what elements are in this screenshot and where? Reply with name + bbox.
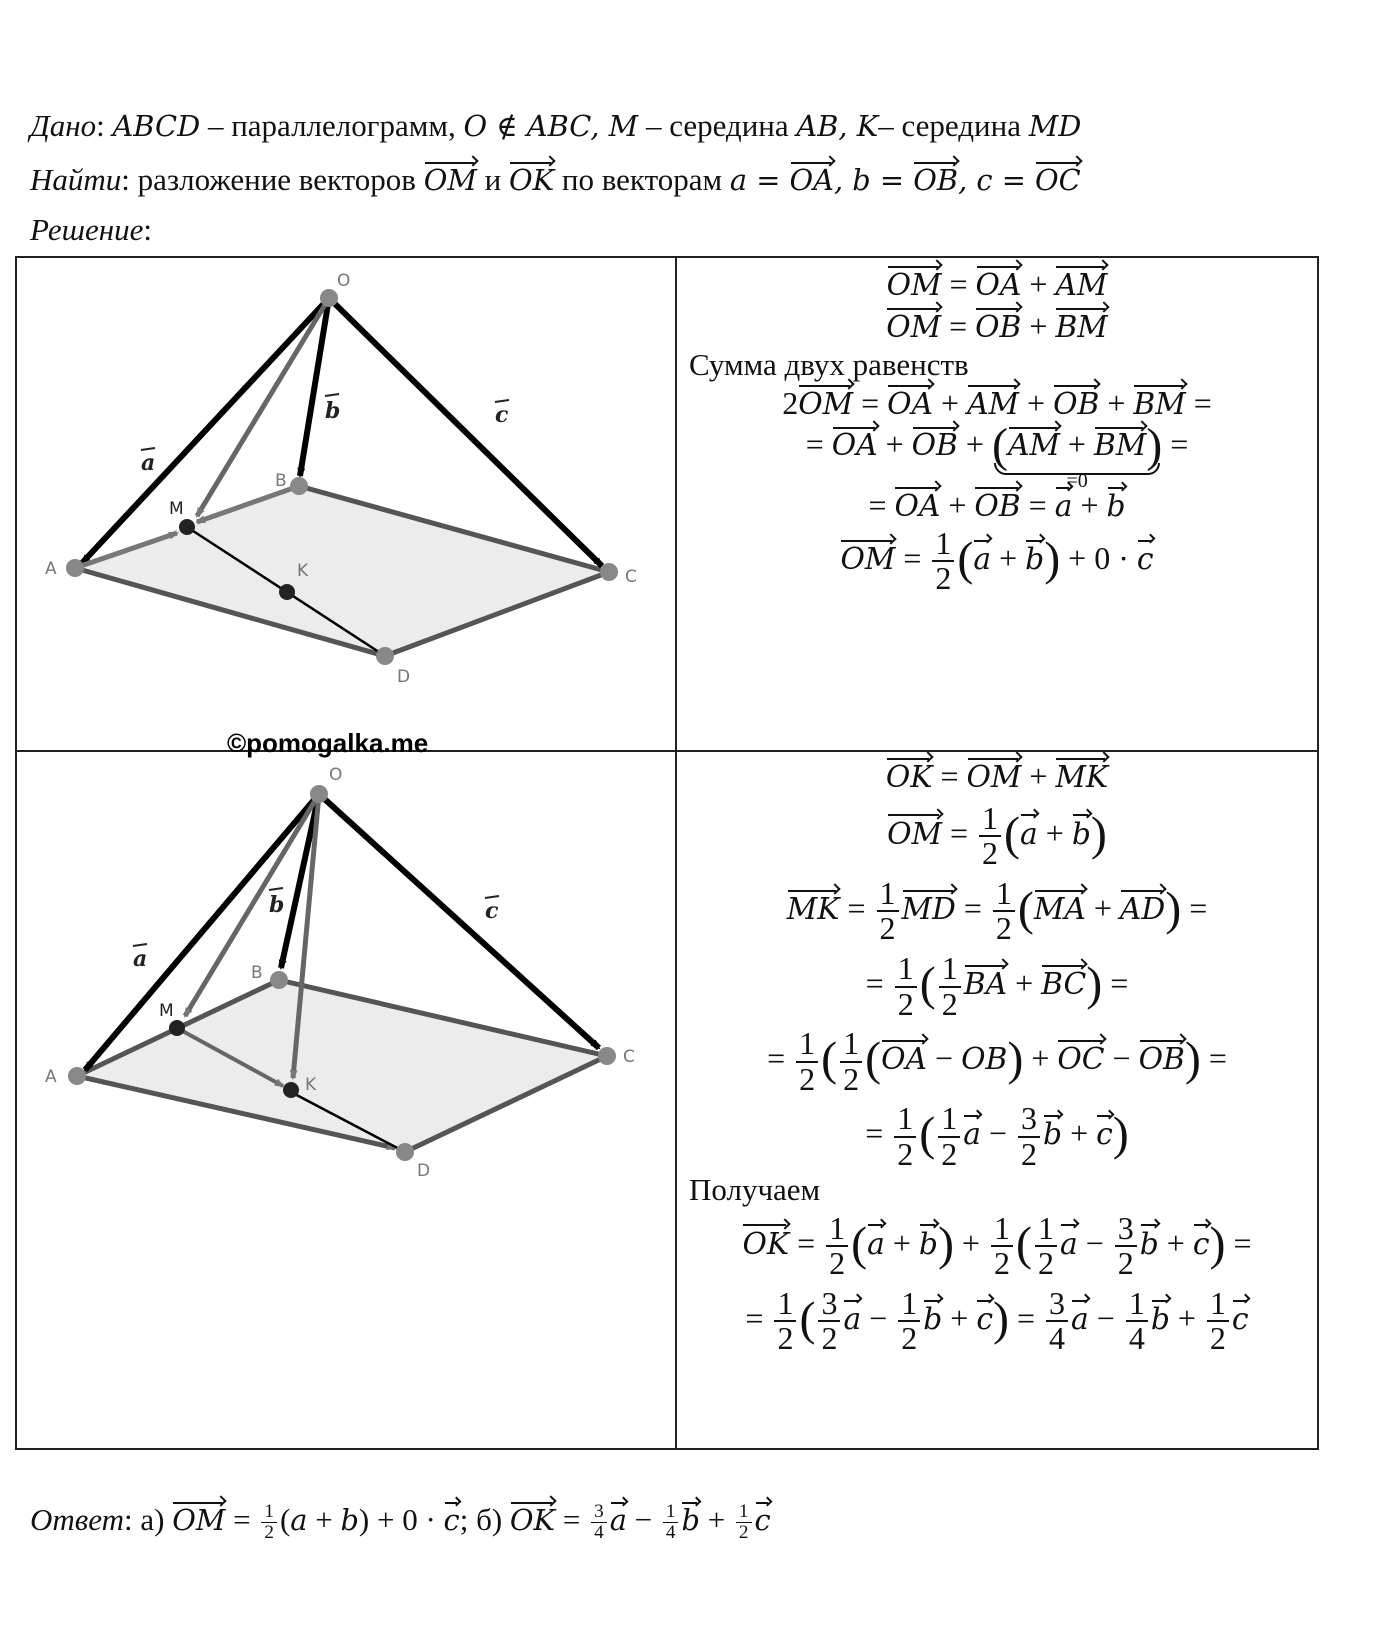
answer-line: Ответ: а) OM = $\frac{1}{2}$ (a + b) + 0 · c; б) OK = $\frac{3}{4}$ a − $\frac{1}{4}$ b + $\frac{1}{2}$ c <box>30 1501 771 1544</box>
label-a: A <box>45 559 57 579</box>
point-b <box>290 477 308 495</box>
eq-mk: MK = $\frac{1}{2}$ MD = $\frac{1}{2}$ (MA + AD) = <box>786 874 1208 947</box>
solution-table <box>15 256 1319 1450</box>
find-vector-om: OM <box>423 163 477 197</box>
label-o: O <box>329 765 343 785</box>
label-vector-a: a <box>133 946 148 972</box>
label-vector-c: c <box>495 402 509 428</box>
label-d: D <box>397 667 411 687</box>
label-k: K <box>297 561 309 581</box>
label-b: B <box>275 471 287 491</box>
parallelogram-name: ABCD <box>112 109 201 143</box>
find-vector-oc: OC <box>1035 163 1081 197</box>
given-condition: O ∉ ABC, M <box>463 109 639 143</box>
find-line <box>30 162 1081 198</box>
given-text-2: – середина <box>638 108 797 143</box>
find-eq-a: a = <box>729 163 790 197</box>
point-m <box>169 1020 185 1036</box>
pyramid-figure-2 <box>17 752 675 1192</box>
point-a <box>68 1067 86 1085</box>
eq-om-ob-bm: OM = OB + BM <box>677 306 1317 348</box>
eq-ok-sum: OK = $\frac{1}{2}$ (a + b) + $\frac{1}{2}$ ( $\frac{1}{2}$ a − $\frac{3}{2}$ b + c) = <box>742 1209 1252 1282</box>
eq-abc: = $\frac{1}{2}$ ( $\frac{1}{2}$ a − $\frac{3}{2}$ b + c) <box>865 1100 1129 1173</box>
watermark: ©pomogalka.me <box>227 728 429 758</box>
point-o <box>310 785 328 803</box>
eq-ok: OK = OM + MK <box>677 756 1317 798</box>
point-o <box>320 289 338 307</box>
label-vector-a: a <box>141 450 156 476</box>
given-md: MD <box>1028 109 1082 143</box>
zero-label: =0 <box>1066 470 1088 493</box>
given-ab: AB, K <box>796 109 879 143</box>
given-text-1: – параллелограмм, <box>200 108 464 143</box>
eq-ok-result: = $\frac{1}{2}$ ( $\frac{3}{2}$ a − $\frac{1}{2}$ b + c) = $\frac{3}{4}$ a − $\frac{1}{4}$ b + $\frac{1}{2}$ c <box>745 1284 1249 1357</box>
math-cell-1 <box>676 257 1318 751</box>
find-and: и <box>476 162 509 197</box>
find-text-1: : разложение векторов <box>121 162 424 197</box>
label-c: C <box>623 1047 635 1067</box>
label-o: O <box>337 271 351 291</box>
sum-text: Сумма двух равенств <box>689 347 969 383</box>
point-k <box>283 1082 299 1098</box>
given-text-3: – середина <box>878 108 1029 143</box>
label-vector-c: c <box>485 898 499 924</box>
get-text: Получаем <box>689 1171 821 1207</box>
label-m: M <box>169 499 184 519</box>
point-a <box>66 559 84 577</box>
label-vector-b: b <box>269 892 285 918</box>
base-plane <box>75 486 609 656</box>
eq-expanded: = $\frac{1}{2}$ ( $\frac{1}{2}$ (OA − OB) + OC − OB) = <box>767 1025 1227 1097</box>
eq-om-oa-am: OM = OA + AM <box>677 264 1317 306</box>
pyramid-figure-1 <box>17 258 675 750</box>
eq-om-result: OM = $\frac{1}{2}$ (a + b) + 0 · c <box>840 524 1154 597</box>
eq-om-half: OM = $\frac{1}{2}$ (a + b) <box>887 799 1107 872</box>
label-c: C <box>625 567 637 587</box>
find-vector-oa: OA <box>789 163 834 197</box>
label-a: A <box>45 1067 57 1087</box>
table-row <box>16 257 1318 751</box>
label-vector-b: b <box>325 398 341 424</box>
find-eq-b: , b = <box>833 163 914 197</box>
label-k: K <box>305 1075 317 1095</box>
point-k <box>279 584 295 600</box>
eq-ba-bc: = $\frac{1}{2}$ ( $\frac{1}{2}$ BA + BC) = <box>865 950 1129 1022</box>
given-label: Дано <box>30 108 97 143</box>
answer-label: Ответ <box>30 1502 124 1537</box>
base-plane <box>77 980 607 1152</box>
figure-cell-1 <box>16 257 676 758</box>
point-d <box>376 647 394 665</box>
find-eq-c: , c = <box>958 163 1036 197</box>
given-line: Дано: ABCD – параллелограмм, O ∉ ABC, M – середина AB, K– середина MD <box>30 108 1082 143</box>
label-m: M <box>159 1001 174 1021</box>
point-c <box>600 563 618 581</box>
math-cell-2 <box>676 751 1318 1449</box>
solution-line: Решение: <box>30 212 152 247</box>
find-vector-ob: OB <box>913 163 959 197</box>
point-b <box>270 971 288 989</box>
eq-oa-ob-ab: = OA + OB = a + b <box>677 485 1317 527</box>
label-b: B <box>251 963 263 983</box>
figure-cell-2 <box>16 751 676 1449</box>
answer-b-label: ; б) <box>459 1502 510 1537</box>
point-d <box>396 1143 414 1161</box>
table-row <box>16 751 1318 1449</box>
find-vector-ok: OK <box>508 163 555 197</box>
solution-label: Решение <box>30 212 144 247</box>
point-c <box>598 1047 616 1065</box>
eq-2om: 2OM = OA + AM + OB + BM = <box>677 383 1317 425</box>
point-m <box>179 519 195 535</box>
label-d: D <box>417 1161 431 1181</box>
find-text-2: по векторам <box>554 162 730 197</box>
eq-grouped: = OA + OB + (AM + BM) =0 = <box>805 418 1189 493</box>
answer-a-label: а) <box>140 1502 173 1537</box>
find-label: Найти <box>30 162 122 197</box>
